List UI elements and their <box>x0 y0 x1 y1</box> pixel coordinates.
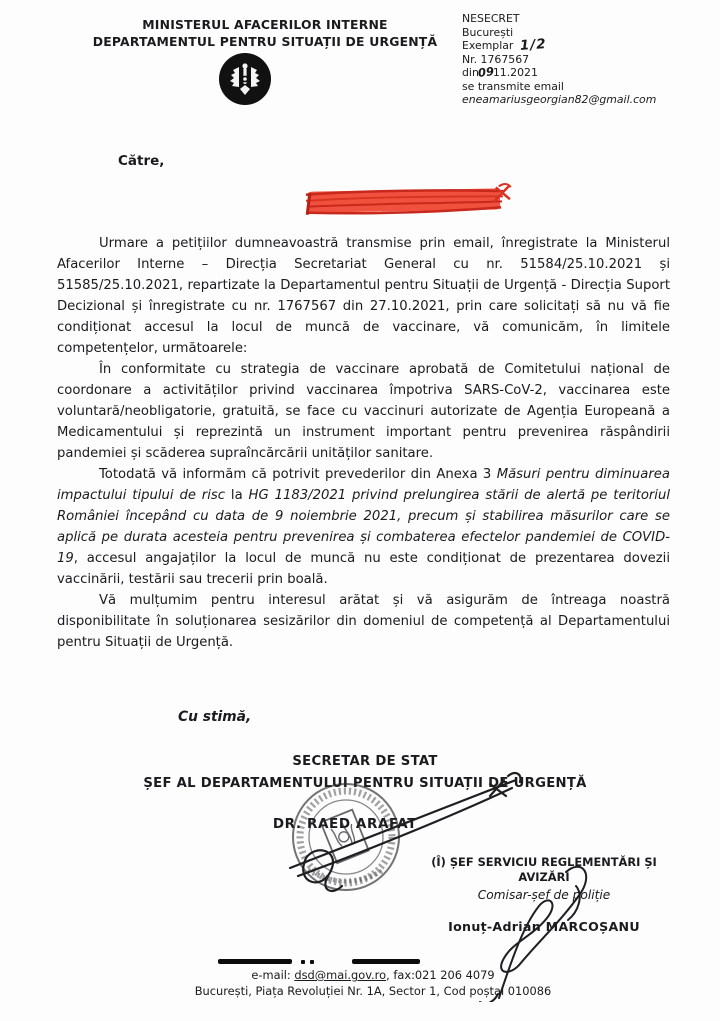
countersign-title-2: AVIZĂRI <box>518 870 570 884</box>
date-rest: 11.2021 <box>492 66 538 79</box>
date-day-handwritten: 09 <box>477 64 495 80</box>
paragraph-4: Vă mulțumim pentru interesul arătat și vă asigurăm de întreaga noastră disponibilitate în soluționarea sesizărilor din domeniul de competență al Departamentului pentru Situații de Urgență. <box>57 593 670 650</box>
footer-address: București, Piața Revoluției Nr. 1A, Sector 1, Cod poștal 010086 <box>194 983 552 998</box>
countersign-rank: Comisar-șef de poliție <box>477 888 611 902</box>
footer-email: dsd@mai.gov.ro <box>294 968 387 982</box>
classification: NESECRET <box>462 12 520 25</box>
footer-redaction-bar-left <box>218 959 292 964</box>
department-name: DEPARTAMENTUL PENTRU SITUAȚII DE URGENȚĂ <box>92 34 438 49</box>
footer-fax: , fax:021 206 4079 <box>386 968 495 982</box>
registration-number: Nr. 1767567 <box>462 52 530 66</box>
p3-annex-title: Măsuri pentru diminuarea impactului tipului de risc <box>57 467 670 503</box>
p3-seg0: Totodată vă informăm că potrivit prevederilor din Anexa 3 <box>99 467 497 482</box>
ministry-name: MINISTERUL AFACERILOR INTERNE <box>142 17 388 32</box>
date-prefix: din <box>462 66 479 79</box>
countersign-name: Ionuț-Adrian MARCOȘANU <box>448 919 640 934</box>
exemplar-label: Exemplar <box>462 39 514 52</box>
footer-email-label: e-mail: <box>251 968 295 982</box>
signatory-title-1: SECRETAR DE STAT <box>292 754 438 769</box>
footer-dot <box>310 960 314 964</box>
exemplar-handwritten: 1/2 <box>519 36 548 54</box>
footer-redaction-bar-right <box>352 959 420 964</box>
letterhead <box>40 16 490 50</box>
countersign-title-1: (Î) ȘEF SERVICIU REGLEMENTĂRI ȘI <box>431 855 657 869</box>
coat-of-arms-icon <box>218 52 272 106</box>
footer-contact <box>40 968 706 999</box>
date-line <box>462 66 656 80</box>
meta-city: București <box>462 25 514 39</box>
signatory-title-2: ȘEF AL DEPARTAMENTULUI PENTRU SITUAȚII DE URGENȚĂ <box>143 776 587 791</box>
recipient-email: eneamariusgeorgian82@gmail.com <box>462 93 657 106</box>
paragraph-3 <box>57 464 670 590</box>
document-meta <box>462 12 656 107</box>
p3-hg-title: HG 1183/2021 privind prelungirea stării de alertă pe teritoriul României începând cu data de 9 noiembrie 2021, precum și stabilirea măsurilor care se aplică pe durata acesteia pentru prevenirea și combaterea efectelor pandemiei de COVID-19 <box>57 488 670 566</box>
recipient-label: Către, <box>118 153 165 169</box>
p3-seg2: la <box>225 488 249 503</box>
exemplar-line <box>462 36 656 54</box>
letter-body <box>57 233 670 653</box>
footer-line-1 <box>40 968 706 984</box>
transmit-note: se transmite email <box>462 79 564 93</box>
paragraph-2: În conformitate cu strategia de vaccinare aprobată de Comitetului național de coordonare a activităților privind vaccinarea împotriva SARS-CoV-2, vaccinarea este voluntară/neobligatorie, gratuită, se face cu vaccinuri autorizate de Agenția Europeană a Medicamentului și reprezintă un instrument important pentru prevenirea răspândirii pandemiei și scăderea supraîncărcării unităților sanitare. <box>57 362 670 461</box>
closing-formula: Cu stimă, <box>178 709 252 725</box>
redaction-scribble <box>300 181 515 221</box>
paragraph-1: Urmare a petițiilor dumneavoastră transmise prin email, înregistrate la Ministerul Afacerilor Interne – Direcția Secretariat General cu nr. 51584/25.10.2021 și 51585/25.10.2021, repartizate la Departamentul pentru Situații de Urgență - Direcția Suport Decizional și înregistrate cu nr. 1767567 din 27.10.2021, prin care solicitați să nu vă fie condiționat accesul la locul de muncă de vaccinare, vă comunicăm, în limitele competențelor, următoarele: <box>57 236 670 356</box>
signatory-name: DR. RAED ARAFAT <box>272 816 418 832</box>
p3-seg4: , accesul angajaților la locul de muncă nu este condiționat de prezentarea dovezii vaccinării, testării sau trecerii prin boală. <box>57 551 670 587</box>
footer-dot <box>301 960 305 964</box>
